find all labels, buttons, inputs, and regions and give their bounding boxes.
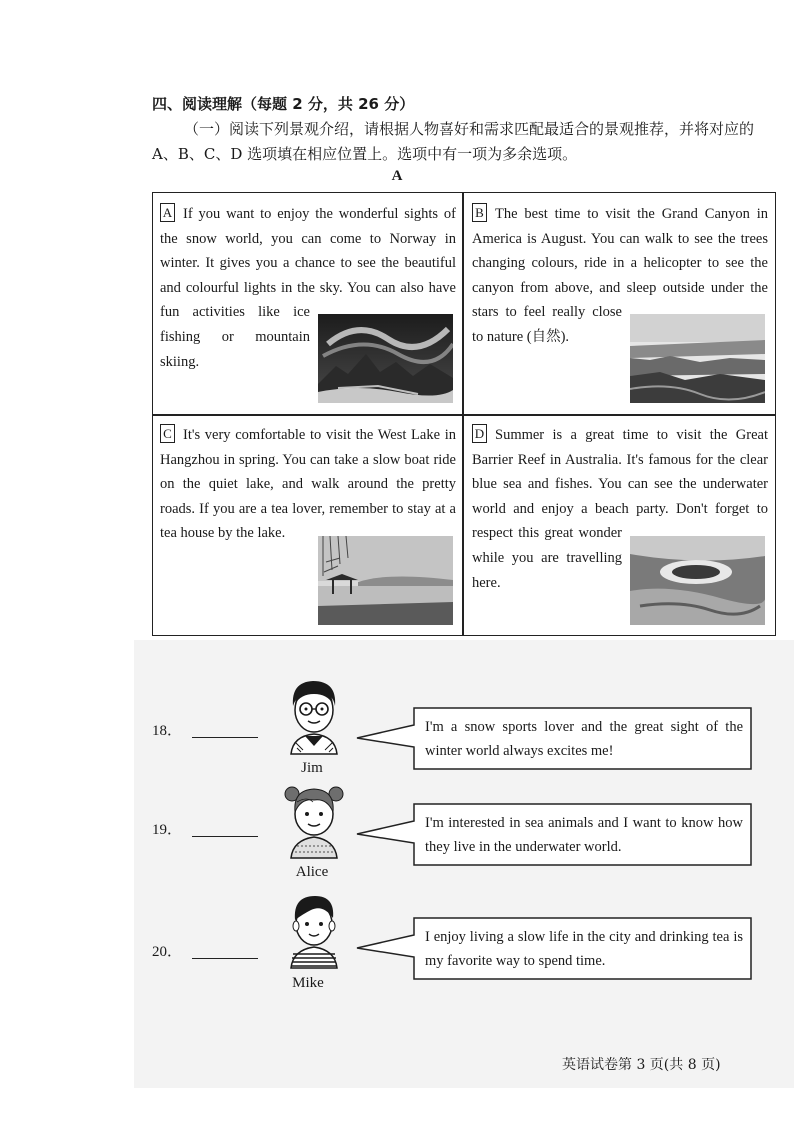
section-title: 四、阅读理解（每题 2 分，共 26 分） — [152, 95, 415, 113]
option-letter: D — [472, 424, 487, 443]
question-20 — [152, 940, 258, 961]
option-text: Summer is a great time to visit the Great Barrier Reef in Australia. It's famous for the clear blue sea and fishes. You can see the underwater world and enjoy a beach party. Don't forget to respect this great wonder while you are travelling here. — [472, 427, 768, 591]
mike-avatar — [283, 888, 345, 974]
question-number: 20． — [152, 944, 183, 960]
person-name-mike: Mike — [292, 975, 324, 991]
barrier-reef-island-photo — [630, 536, 765, 625]
instructions: （一）阅读下列景观介绍，请根据人物喜好和需求匹配最适合的景观推荐，并将对应的 A、B、C、D 选项填在相应位置上。选项中有一项为多余选项。 — [152, 120, 755, 163]
part-label: A — [391, 168, 403, 184]
answer-blank[interactable] — [192, 944, 258, 959]
person-name-alice: Alice — [295, 864, 329, 880]
option-letter: B — [472, 203, 487, 222]
jim-avatar — [283, 676, 345, 760]
aurora-mountains-photo — [318, 314, 453, 403]
page-footer: 英语试卷第 3 页(共 8 页) — [562, 1057, 721, 1073]
west-lake-pavilion-photo — [318, 536, 453, 625]
speech-text-mike: I enjoy living a slow life in the city and drinking tea is my favorite way to spend time. — [425, 929, 743, 969]
speech-text-alice: I'm interested in sea animals and I want to know how they live in the underwater world. — [425, 815, 743, 855]
question-19 — [152, 818, 258, 839]
question-18 — [152, 719, 258, 740]
option-text: If you want to enjoy the wonderful sights of the snow world, you can come to Norway in winter. It gives you a chance to see the beautiful and colourful lights in the sky. You can also have fun activities like ice fishing or mountain skiing. — [160, 206, 456, 370]
answer-blank[interactable] — [192, 822, 258, 837]
option-text: The best time to visit the Grand Canyon in America is August. You can walk to see the trees changing colours, ride in a helicopter to see the canyon from above, and sleep outside under the stars to feel really close to nature (自然). — [472, 206, 768, 345]
table-divider-horizontal — [152, 414, 776, 416]
answer-blank[interactable] — [192, 723, 258, 738]
option-letter: A — [160, 203, 175, 222]
question-number: 18． — [152, 723, 183, 739]
speech-text-jim: I'm a snow sports lover and the great sight of the winter world always excites me! — [425, 719, 743, 759]
option-text: It's very comfortable to visit the West Lake in Hangzhou in spring. You can take a slow boat ride on the quiet lake, and walk around the pretty roads. If you are a tea lover, remember to stay at a tea house by the lake. — [160, 427, 456, 542]
question-number: 19． — [152, 822, 183, 838]
alice-avatar — [283, 780, 345, 864]
option-letter: C — [160, 424, 175, 443]
person-name-jim: Jim — [301, 760, 323, 776]
grand-canyon-photo — [630, 314, 765, 403]
